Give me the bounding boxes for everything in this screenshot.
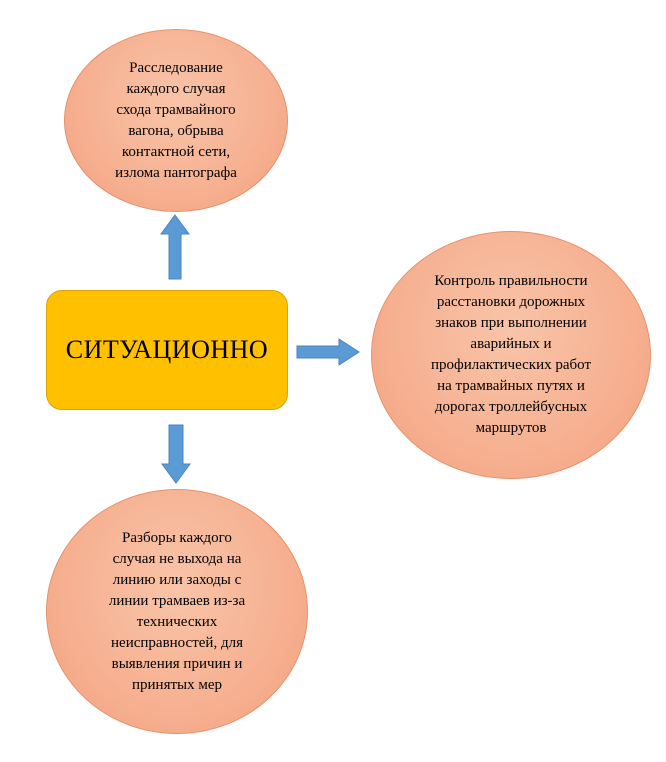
center-title: СИТУАЦИОННО	[65, 335, 269, 364]
top-action-text: Расследование каждого случая схода трамвайного вагона, обрыва контактной сети, излома пантографа	[115, 59, 237, 181]
arrow-down-icon	[161, 424, 191, 484]
arrow-right-icon	[296, 338, 360, 366]
right-action-node	[371, 231, 651, 479]
bottom-action-node	[46, 489, 308, 734]
top-action-node	[64, 29, 288, 212]
arrow-up-icon	[160, 214, 190, 280]
bottom-action-text: Разборы каждого случая не выхода на линию или заходы с линии трамваев из-за технических неисправностей, для выявления причин и принятых мер	[108, 529, 246, 693]
center-box	[46, 290, 288, 410]
right-action-text: Контроль правильности расстановки дорожных знаков при выполнении аварийных и профилактических работ на трамвайных путях и дорогах троллейбусных маршрутов	[430, 273, 592, 436]
